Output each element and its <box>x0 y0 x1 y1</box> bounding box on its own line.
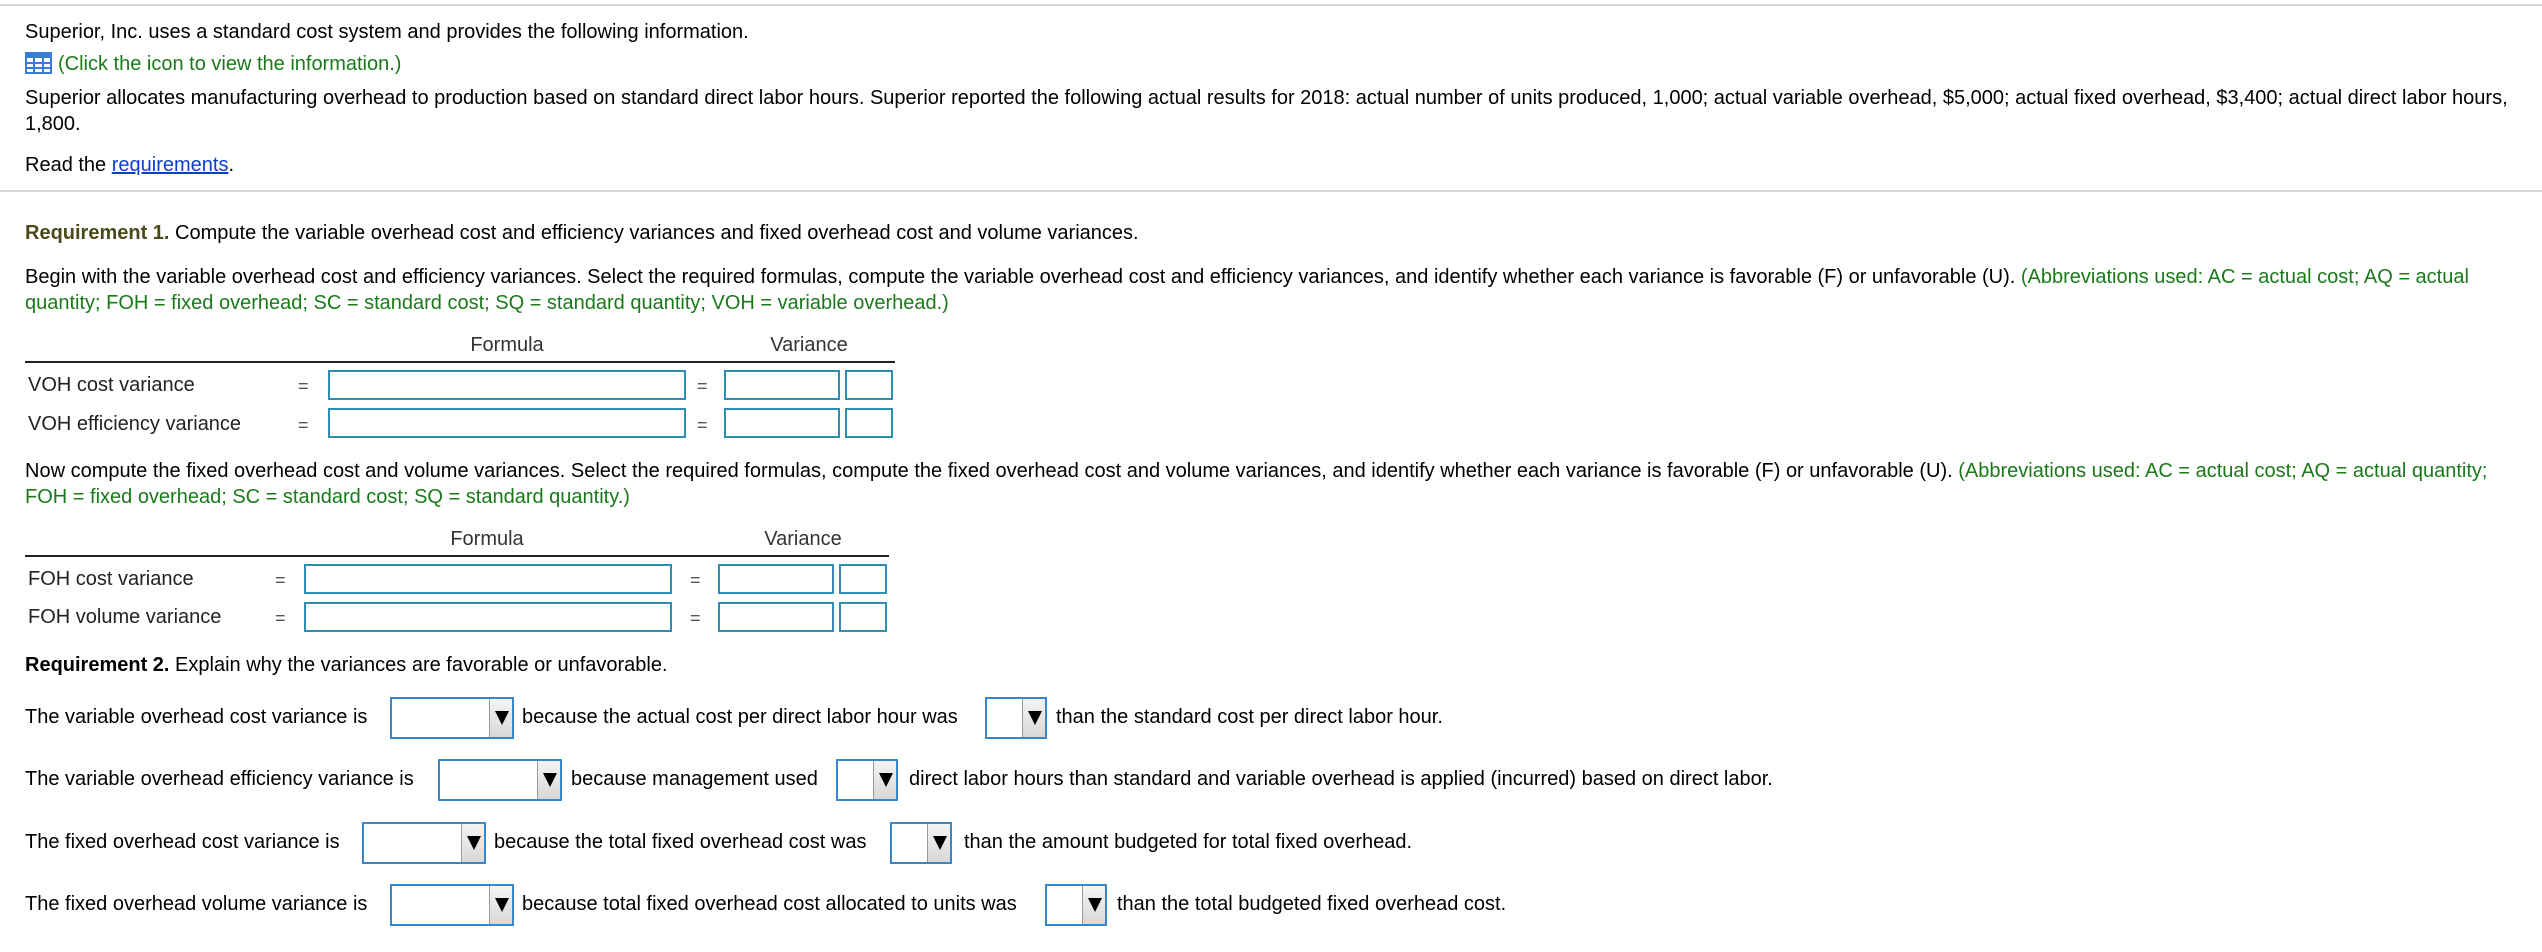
read-prefix: Read the <box>25 154 112 176</box>
section-divider <box>0 190 2542 192</box>
read-requirements-row <box>25 152 234 178</box>
voh-efficiency-direction-select[interactable] <box>438 759 562 801</box>
sentence-foh-volume-a: The fixed overhead volume variance is <box>25 893 368 915</box>
requirement-1-text: Compute the variable overhead cost and efficiency variances and fixed overhead cost and volume variances. <box>169 222 1139 244</box>
voh-efficiency-equals: = <box>298 415 309 435</box>
dropdown-arrow-icon[interactable] <box>537 761 560 799</box>
foh-cost-amount-input[interactable] <box>718 564 834 594</box>
voh-cost-equals-2: = <box>697 376 708 396</box>
sentence-foh-volume-c: than the total budgeted fixed overhead cost. <box>1117 893 1507 915</box>
sentence-voh-cost-b: because the actual cost per direct labor hour was <box>522 706 958 728</box>
foh-volume-formula-input[interactable] <box>304 602 672 632</box>
voh-efficiency-fu-input[interactable] <box>845 408 893 438</box>
sentence-voh-efficiency-a: The variable overhead efficiency variance is <box>25 768 414 790</box>
requirement-2-label: Requirement 2. <box>25 654 170 676</box>
voh-variance-header: Variance <box>770 334 848 356</box>
voh-instructions <box>25 264 2525 316</box>
dropdown-arrow-icon[interactable] <box>489 699 512 737</box>
requirements-link[interactable]: requirements <box>111 154 229 176</box>
sentence-foh-volume-b: because total fixed overhead cost allocated to units was <box>522 893 1017 915</box>
voh-header-rule <box>25 361 895 363</box>
foh-volume-comparison-select[interactable] <box>1045 884 1107 926</box>
voh-efficiency-equals-2: = <box>697 415 708 435</box>
sentence-foh-cost-c: than the amount budgeted for total fixed overhead. <box>964 831 1413 853</box>
foh-cost-variance-label: FOH cost variance <box>28 568 194 590</box>
dropdown-arrow-icon[interactable] <box>489 886 512 924</box>
requirement-2-heading <box>25 652 668 678</box>
sentence-voh-cost-c: than the standard cost per direct labor hour. <box>1056 706 1443 728</box>
read-suffix: . <box>228 154 235 176</box>
dropdown-arrow-icon[interactable] <box>1082 886 1105 924</box>
foh-cost-formula-input[interactable] <box>304 564 672 594</box>
foh-abbreviations: (Abbreviations used: AC = actual cost; AQ = actual quantity; FOH = fixed overhead; SC = standard cost; SQ = standard quantity.) <box>25 460 2488 508</box>
dropdown-arrow-icon[interactable] <box>461 824 484 862</box>
voh-cost-variance-label: VOH cost variance <box>28 374 195 396</box>
requirement-1-heading <box>25 220 1139 246</box>
voh-cost-equals: = <box>298 376 309 396</box>
foh-volume-direction-select[interactable] <box>390 884 514 926</box>
voh-cost-fu-input[interactable] <box>845 370 893 400</box>
info-link-row[interactable] <box>25 51 401 77</box>
voh-abbreviations: (Abbreviations used: AC = actual cost; AQ = actual quantity; FOH = fixed overhead; SC = standard cost; SQ = standard quantity; VOH = variable overhead.) <box>25 266 2469 314</box>
foh-header-rule <box>25 555 889 557</box>
sentence-foh-cost-a: The fixed overhead cost variance is <box>25 831 340 853</box>
foh-cost-equals: = <box>275 570 286 590</box>
voh-efficiency-comparison-select[interactable] <box>836 759 898 801</box>
foh-cost-equals-2: = <box>690 570 701 590</box>
foh-volume-equals: = <box>275 608 286 628</box>
dropdown-arrow-icon[interactable] <box>1022 699 1045 737</box>
voh-cost-amount-input[interactable] <box>724 370 840 400</box>
voh-formula-header: Formula <box>470 334 544 356</box>
info-click-text[interactable]: (Click the icon to view the information.) <box>58 53 402 75</box>
foh-variance-header: Variance <box>764 528 842 550</box>
foh-cost-fu-input[interactable] <box>839 564 887 594</box>
requirement-2-text: Explain why the variances are favorable or unfavorable. <box>169 654 668 676</box>
table-grid-icon[interactable] <box>25 52 52 74</box>
voh-cost-formula-input[interactable] <box>328 370 686 400</box>
foh-volume-fu-input[interactable] <box>839 602 887 632</box>
voh-efficiency-amount-input[interactable] <box>724 408 840 438</box>
foh-volume-variance-label: FOH volume variance <box>28 606 222 628</box>
foh-formula-header: Formula <box>450 528 524 550</box>
voh-cost-direction-select[interactable] <box>390 697 514 739</box>
sentence-voh-efficiency-b: because management used <box>571 768 818 790</box>
voh-cost-comparison-select[interactable] <box>985 697 1047 739</box>
intro-paragraph: Superior allocates manufacturing overhead to production based on standard direct labor hours. Superior reported the following actual results for 2018: actual number of units produced, 1,000; actual variable overhead, $5,000; actual fixed overhead, $3,400; actual direct labor hours, 1,800. <box>25 87 2508 135</box>
intro-line: Superior, Inc. uses a standard cost system and provides the following information. <box>25 21 749 43</box>
foh-cost-comparison-select[interactable] <box>890 822 952 864</box>
foh-instruction-text: Now compute the fixed overhead cost and volume variances. Select the required formulas, compute the fixed overhead cost and volume variances, and identify whether each variance is favorable (F) or unfavorable (U). <box>25 460 1953 482</box>
top-divider <box>0 4 2542 6</box>
dropdown-arrow-icon[interactable] <box>873 761 896 799</box>
sentence-voh-efficiency-c: direct labor hours than standard and variable overhead is applied (incurred) based on direct labor. <box>909 768 1773 790</box>
foh-instructions <box>25 458 2525 510</box>
requirement-1-label: Requirement 1. <box>25 222 170 244</box>
foh-volume-amount-input[interactable] <box>718 602 834 632</box>
dropdown-arrow-icon[interactable] <box>927 824 950 862</box>
voh-efficiency-formula-input[interactable] <box>328 408 686 438</box>
voh-instruction-text: Begin with the variable overhead cost and efficiency variances. Select the required formulas, compute the variable overhead cost and efficiency variances, and identify whether each variance is favorable (F) or unfavorable (U). <box>25 266 2016 288</box>
foh-cost-direction-select[interactable] <box>362 822 486 864</box>
sentence-foh-cost-b: because the total fixed overhead cost was <box>494 831 867 853</box>
sentence-voh-cost-a: The variable overhead cost variance is <box>25 706 368 728</box>
foh-volume-equals-2: = <box>690 608 701 628</box>
voh-efficiency-variance-label: VOH efficiency variance <box>28 413 242 435</box>
